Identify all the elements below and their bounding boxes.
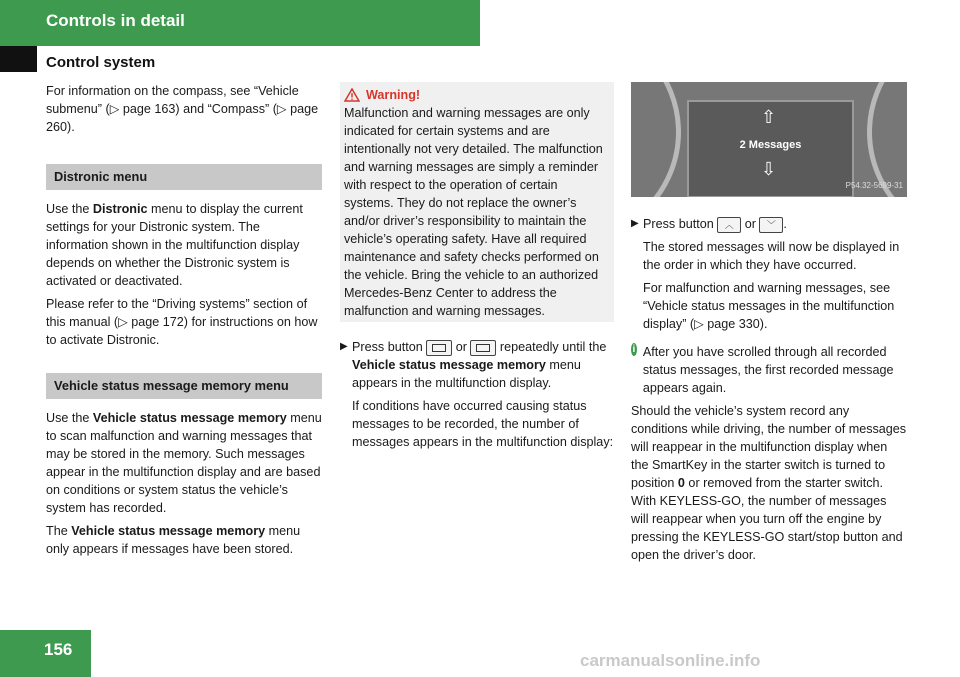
warning-text: Malfunction and warning messages are only indicated for certain systems and are intentionally not very detailed. The malfunction and warning messages are simply a reminder with respect to the operation of certain systems. They do not replace the owner’s and/or driver’s responsibility to maintain the vehicle’s operating safety. Have all required maintenance and safety checks performed on the vehicle. Bring the vehicle to an authorized Mercedes-Benz Center to address the malfunction and warning messages. — [344, 106, 603, 318]
menu-right-button-icon — [470, 340, 496, 356]
step-scroll-messages — [631, 215, 907, 333]
distronic-paragraph-1: Use the Distronic menu to display the current settings for your Distronic system. The information shown in the multifunction display depends on whether the Distronic system is activated or deactivated. — [46, 202, 303, 288]
column-middle — [340, 82, 614, 456]
watermark: carmanualsonline.info — [580, 651, 761, 670]
column-right — [631, 82, 907, 569]
distronic-paragraph-2: Please refer to the “Driving systems” section of this manual (▷ page 172) for instructions on how to activate Distronic. — [46, 297, 318, 347]
info-text: After you have scrolled through all recorded status messages, the first recorded message appears again. — [642, 345, 894, 395]
display-message-count: 2 Messages — [739, 139, 802, 151]
instrument-cluster-image — [631, 82, 907, 197]
step-description-2: For malfunction and warning messages, see “Vehicle status messages in the multifunction display” (▷ page 330). — [643, 281, 895, 331]
step-description-1: The stored messages will now be displayed in the order in which they have occurred. — [643, 240, 900, 272]
left-gauge-dial — [631, 82, 681, 197]
step-press-button — [340, 338, 614, 451]
distronic-menu-heading: Distronic menu — [46, 164, 322, 190]
step-description: If conditions have occurred causing status messages to be recorded, the number of messages appears in the multifunction display: — [352, 399, 614, 449]
warning-title: Warning! — [366, 88, 421, 102]
warning-triangle-icon — [344, 88, 360, 102]
info-icon: i — [632, 344, 636, 355]
vsm-paragraph-2: The Vehicle status message memory menu only appears if messages have been stored. — [46, 524, 301, 556]
compass-reference: For information on the compass, see “Vehicle submenu” (▷ page 163) and “Compass” (▷ page 260). — [46, 84, 319, 134]
step-arrow-icon: ▶ — [340, 341, 348, 352]
warning-box — [340, 82, 614, 322]
chevron-up-button-icon: ︿ — [717, 217, 741, 233]
section-title: Control system — [46, 54, 156, 71]
page-number: 156 — [44, 640, 73, 659]
section-tab-marker — [0, 46, 37, 72]
menu-left-button-icon — [426, 340, 452, 356]
column-left — [46, 82, 322, 563]
chevron-down-button-icon: ﹀ — [759, 217, 783, 233]
step-arrow-icon: ▶ — [631, 218, 639, 229]
step-text: Press button ︿ or ﹀ . — [643, 217, 787, 231]
step-text: Press button or repeatedly until the Vehicle status message memory menu appears in the multifunction display. — [352, 340, 607, 390]
final-paragraph: Should the vehicle’s system record any conditions while driving, the number of messages will reappear in the multifunction display when the SmartKey in the starter switch is turned to position 0 or removed from the starter switch. With KEYLESS-GO, the number of messages will reappear when you turn off the engine by pressing the KEYLESS-GO start/stop button and open the driver’s door. — [631, 404, 907, 562]
warning-heading — [344, 86, 610, 104]
vsm-menu-heading: Vehicle status message memory menu — [46, 373, 322, 399]
chapter-title: Controls in detail — [46, 11, 185, 30]
multifunction-display — [687, 100, 854, 197]
vsm-paragraph-1: Use the Vehicle status message memory menu to scan malfunction and warning messages that may be stored in the memory. Such messages appear in the multifunction display and are based on conditions or system status the vehicle’s system has recorded. — [46, 411, 322, 515]
arrow-up-icon: ⇧ — [761, 107, 777, 127]
arrow-down-icon: ⇩ — [761, 159, 777, 179]
image-code: P54.32-5699-31 — [845, 181, 903, 190]
info-note — [631, 343, 907, 397]
